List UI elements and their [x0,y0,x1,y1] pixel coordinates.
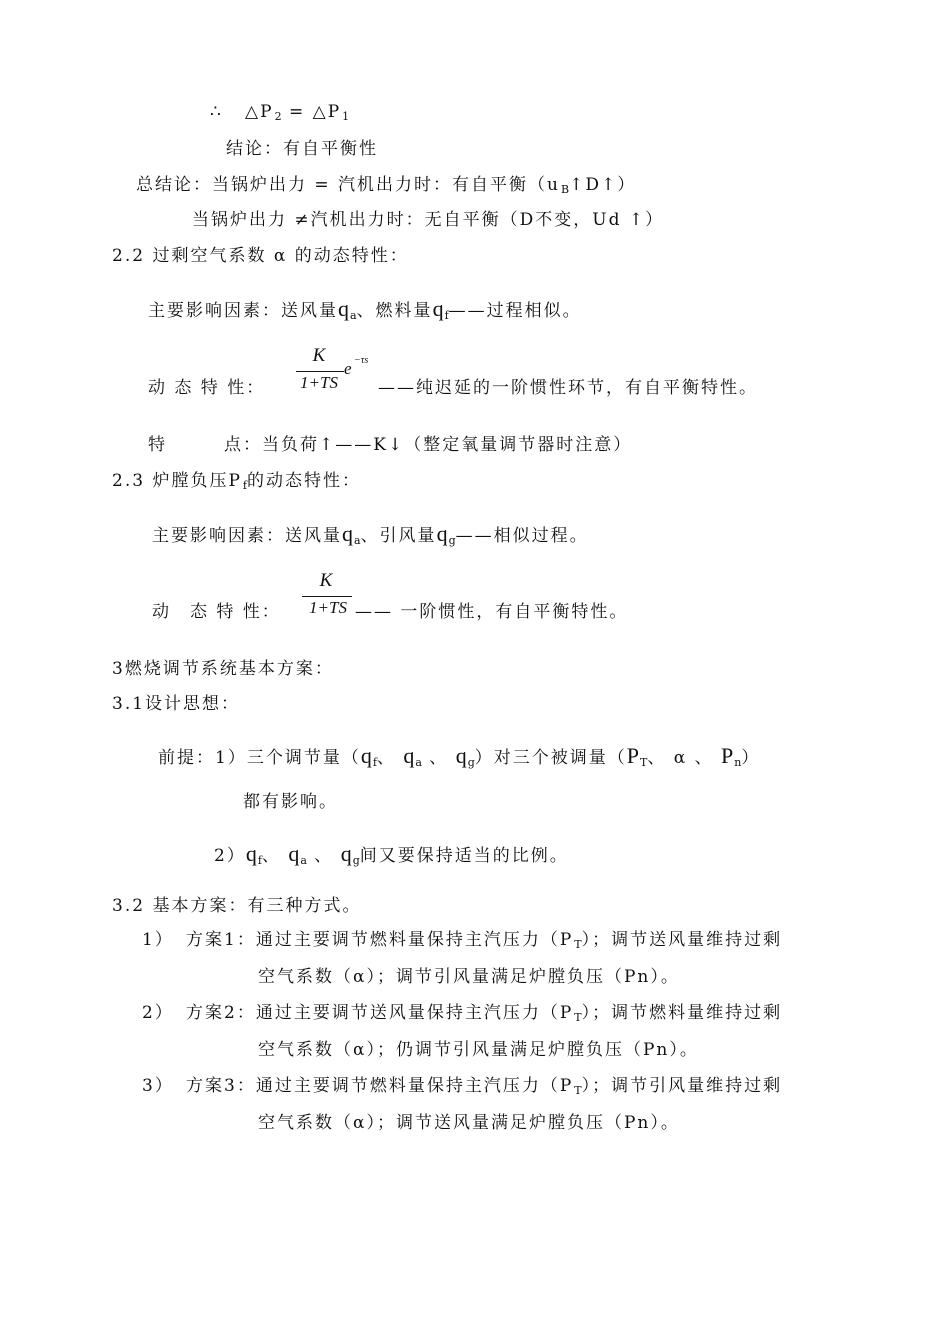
equation-line: ∴ △P2 = △P1 [210,102,350,123]
dynamic-characteristic-label-1: 动 态 特 性： [148,378,266,398]
section-heading-3-2: 3.2 基本方案：有三种方式。 [112,896,362,916]
scheme-2-line-2: 空气系数（α）；仍调节引风量满足炉膛负压（Pn）。 [258,1040,699,1060]
scheme-3-line-2: 空气系数（α）；调节送风量满足炉膛负压（Pn）。 [258,1113,680,1133]
summary-conclusion-line: 总结论：当锅炉出力 = 汽机出力时：有自平衡（uB↑D↑） [136,175,637,196]
premise-line-1-cont: 都有影响。 [243,792,338,812]
scheme-2-line-1: 方案2：通过主要调节送风量保持主汽压力（PT）；调节燃料量维持过剩 [186,1003,783,1024]
scheme-3-number: 3） [142,1076,174,1096]
therefore-symbol: ∴ [210,102,223,122]
feature-line: 特 点：当负荷↑——K↓（整定氧量调节器时注意） [148,435,633,455]
dynamic-characteristic-desc-2: —— 一阶惯性，有自平衡特性。 [355,602,629,622]
scheme-3-line-1: 方案3：通过主要调节燃料量保持主汽压力（PT）；调节引风量维持过剩 [186,1076,783,1097]
premise-line-2: 2）qf、 qa 、 qg间又要保持适当的比例。 [214,841,569,867]
dynamic-characteristic-label-2: 动 态 特 性： [152,602,281,622]
transfer-function-formula-1: K 1+TS e −τs [294,345,404,395]
scheme-1-line-1: 方案1：通过主要调节燃料量保持主汽压力（PT）；调节送风量维持过剩 [186,930,783,951]
fraction-bar [296,371,344,372]
premise-line-1: 前提：1）三个调节量（qf、 qa 、 qg）对三个被调量（PT、 α 、 Pn） [158,743,761,769]
influence-factors-line-2: 主要影响因素：送风量qa、引风量qg——相似过程。 [152,521,589,547]
transfer-function-formula-2: K 1+TS [300,570,360,620]
conclusion-line: 结论：有自平衡性 [226,139,378,159]
influence-factors-line: 主要影响因素：送风量qa、燃料量qf——过程相似。 [148,296,582,322]
fraction-bar [302,596,352,597]
section-heading-2-3: 2.3 炉膛负压Pf的动态特性： [112,471,361,492]
scheme-1-line-2: 空气系数（α）；调节引风量满足炉膛负压（Pn）。 [258,967,680,987]
scheme-1-number: 1） [142,930,174,950]
summary-conclusion-line-2: 当锅炉出力 ≠汽机出力时：无自平衡（D不变，Ud ↑） [192,210,665,230]
section-heading-3-1: 3.1设计思想： [112,694,241,714]
scheme-2-number: 2） [142,1003,174,1023]
section-heading-3: 3燃烧调节系统基本方案： [112,659,334,679]
section-heading-2-2: 2.2 过剩空气系数 α 的动态特性： [112,246,409,266]
dynamic-characteristic-desc-1: ——纯迟延的一阶惯性环节，有自平衡特性。 [378,378,758,398]
